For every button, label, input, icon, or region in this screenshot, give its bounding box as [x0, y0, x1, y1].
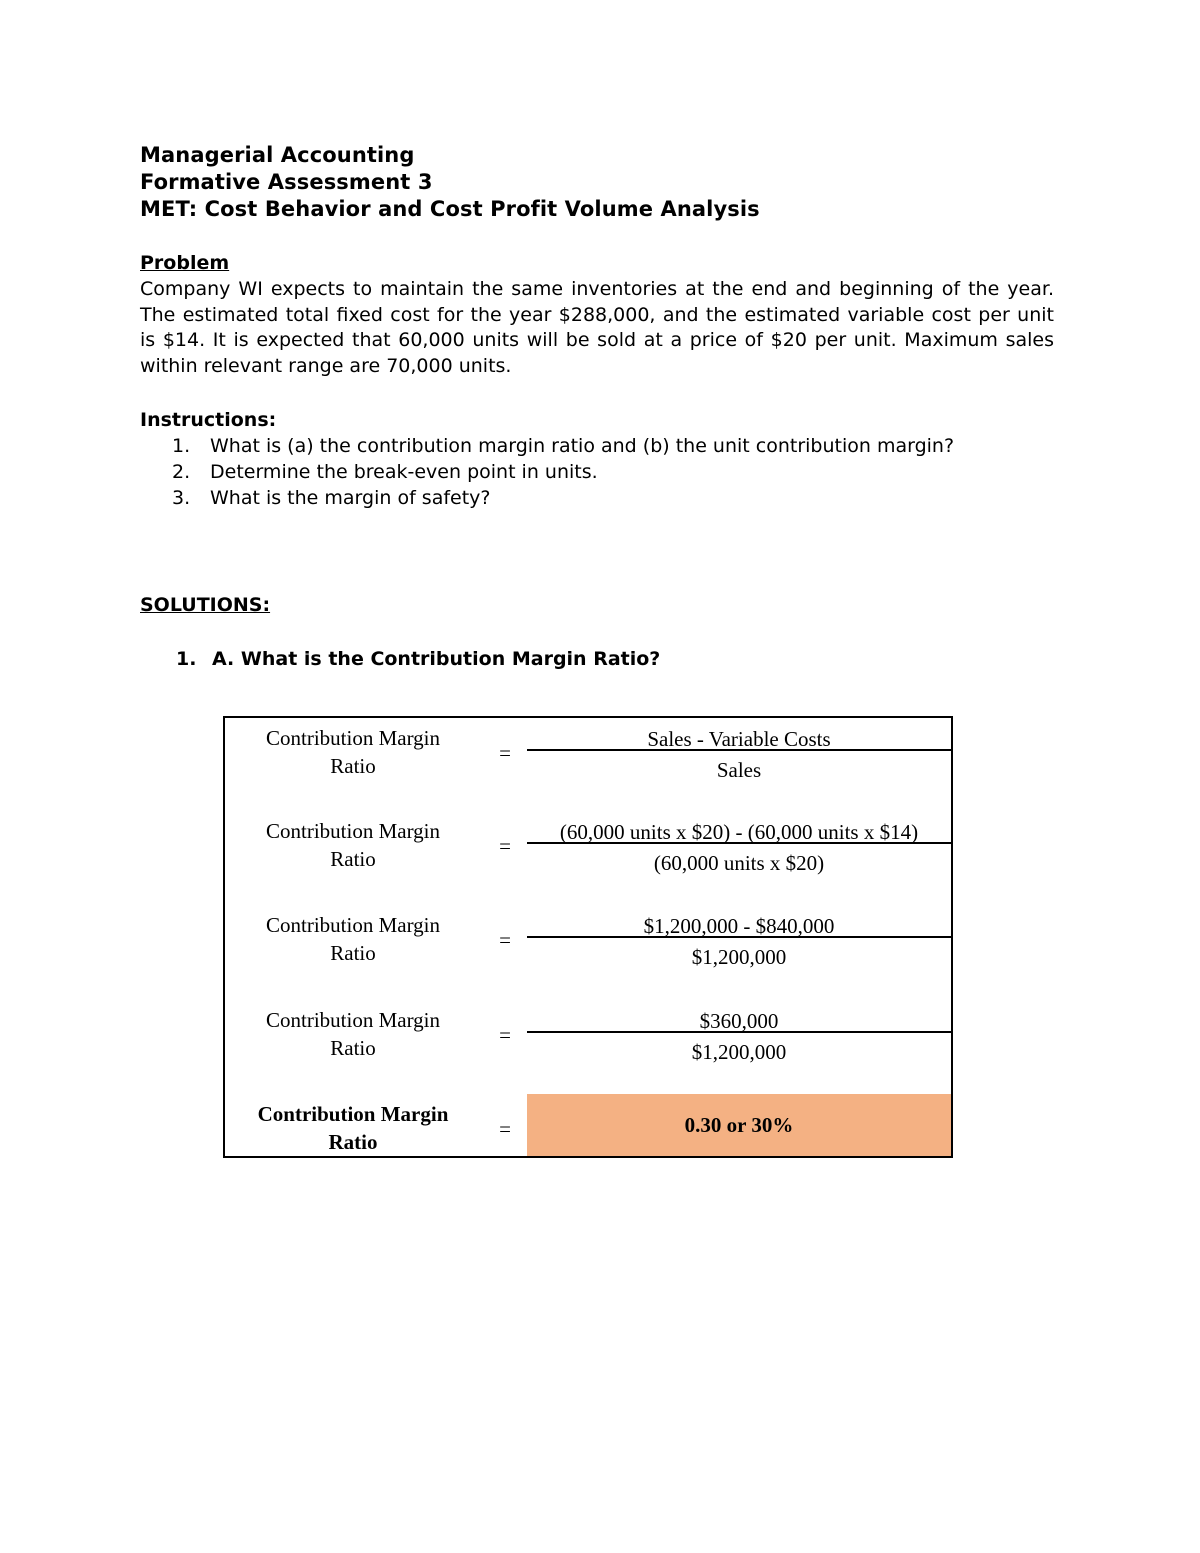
fraction-bar: [527, 1031, 951, 1033]
numerator: $1,200,000 - $840,000: [643, 914, 835, 938]
result-value: 0.30 or 30%: [527, 1094, 951, 1156]
solutions-heading: SOLUTIONS:: [140, 594, 271, 616]
fraction-bar: [527, 749, 951, 751]
denominator: $1,200,000: [691, 1040, 787, 1064]
result-label: Contribution Margin Ratio: [257, 1102, 449, 1154]
numerator: $360,000: [699, 1009, 779, 1033]
fraction: [527, 724, 951, 786]
instructions-list: [172, 433, 954, 511]
formula-label: Contribution Margin Ratio: [265, 1008, 441, 1060]
numerator: (60,000 units x $20) - (60,000 units x $14): [559, 820, 919, 844]
list-item: 3. What is the margin of safety?: [172, 487, 491, 509]
denominator: $1,200,000: [691, 945, 787, 969]
denominator: Sales: [716, 758, 762, 782]
fraction: [527, 911, 951, 973]
equals-sign: =: [499, 1117, 511, 1141]
instructions-heading: Instructions:: [140, 409, 277, 431]
formula-label: Contribution Margin Ratio: [265, 819, 441, 871]
equals-sign: =: [499, 928, 511, 952]
list-item: 1. What is (a) the contribution margin ratio and (b) the unit contribution margin?: [172, 435, 955, 457]
denominator: (60,000 units x $20): [653, 851, 825, 875]
equals-sign: =: [499, 834, 511, 858]
numerator: Sales - Variable Costs: [647, 727, 831, 751]
formula-label: Contribution Margin Ratio: [265, 726, 441, 778]
assessment-title: Formative Assessment 3: [140, 170, 433, 194]
topic-title: MET: Cost Behavior and Cost Profit Volume Analysis: [140, 197, 760, 221]
formula-box: [223, 716, 953, 1158]
course-title: Managerial Accounting: [140, 143, 415, 167]
fraction-bar: [527, 842, 951, 844]
fraction: [527, 1006, 951, 1068]
fraction-bar: [527, 936, 951, 938]
equals-sign: =: [499, 741, 511, 765]
list-item: 2. Determine the break-even point in units.: [172, 461, 598, 483]
fraction: [527, 817, 951, 879]
problem-text: Company WI expects to maintain the same inventories at the end and beginning of the year. The estimated total fixed cost for the year $288,000, and the estimated variable cost per unit is $14. It is expected that 60,000 units will be sold at a price of $20 per unit. Maximum sales within relevant range are 70,000 units.: [140, 278, 1054, 377]
equals-sign: =: [499, 1023, 511, 1047]
problem-heading: Problem: [140, 252, 230, 274]
question-1a-heading: 1. A. What is the Contribution Margin Ratio?: [176, 648, 661, 670]
formula-label: Contribution Margin Ratio: [265, 913, 441, 965]
